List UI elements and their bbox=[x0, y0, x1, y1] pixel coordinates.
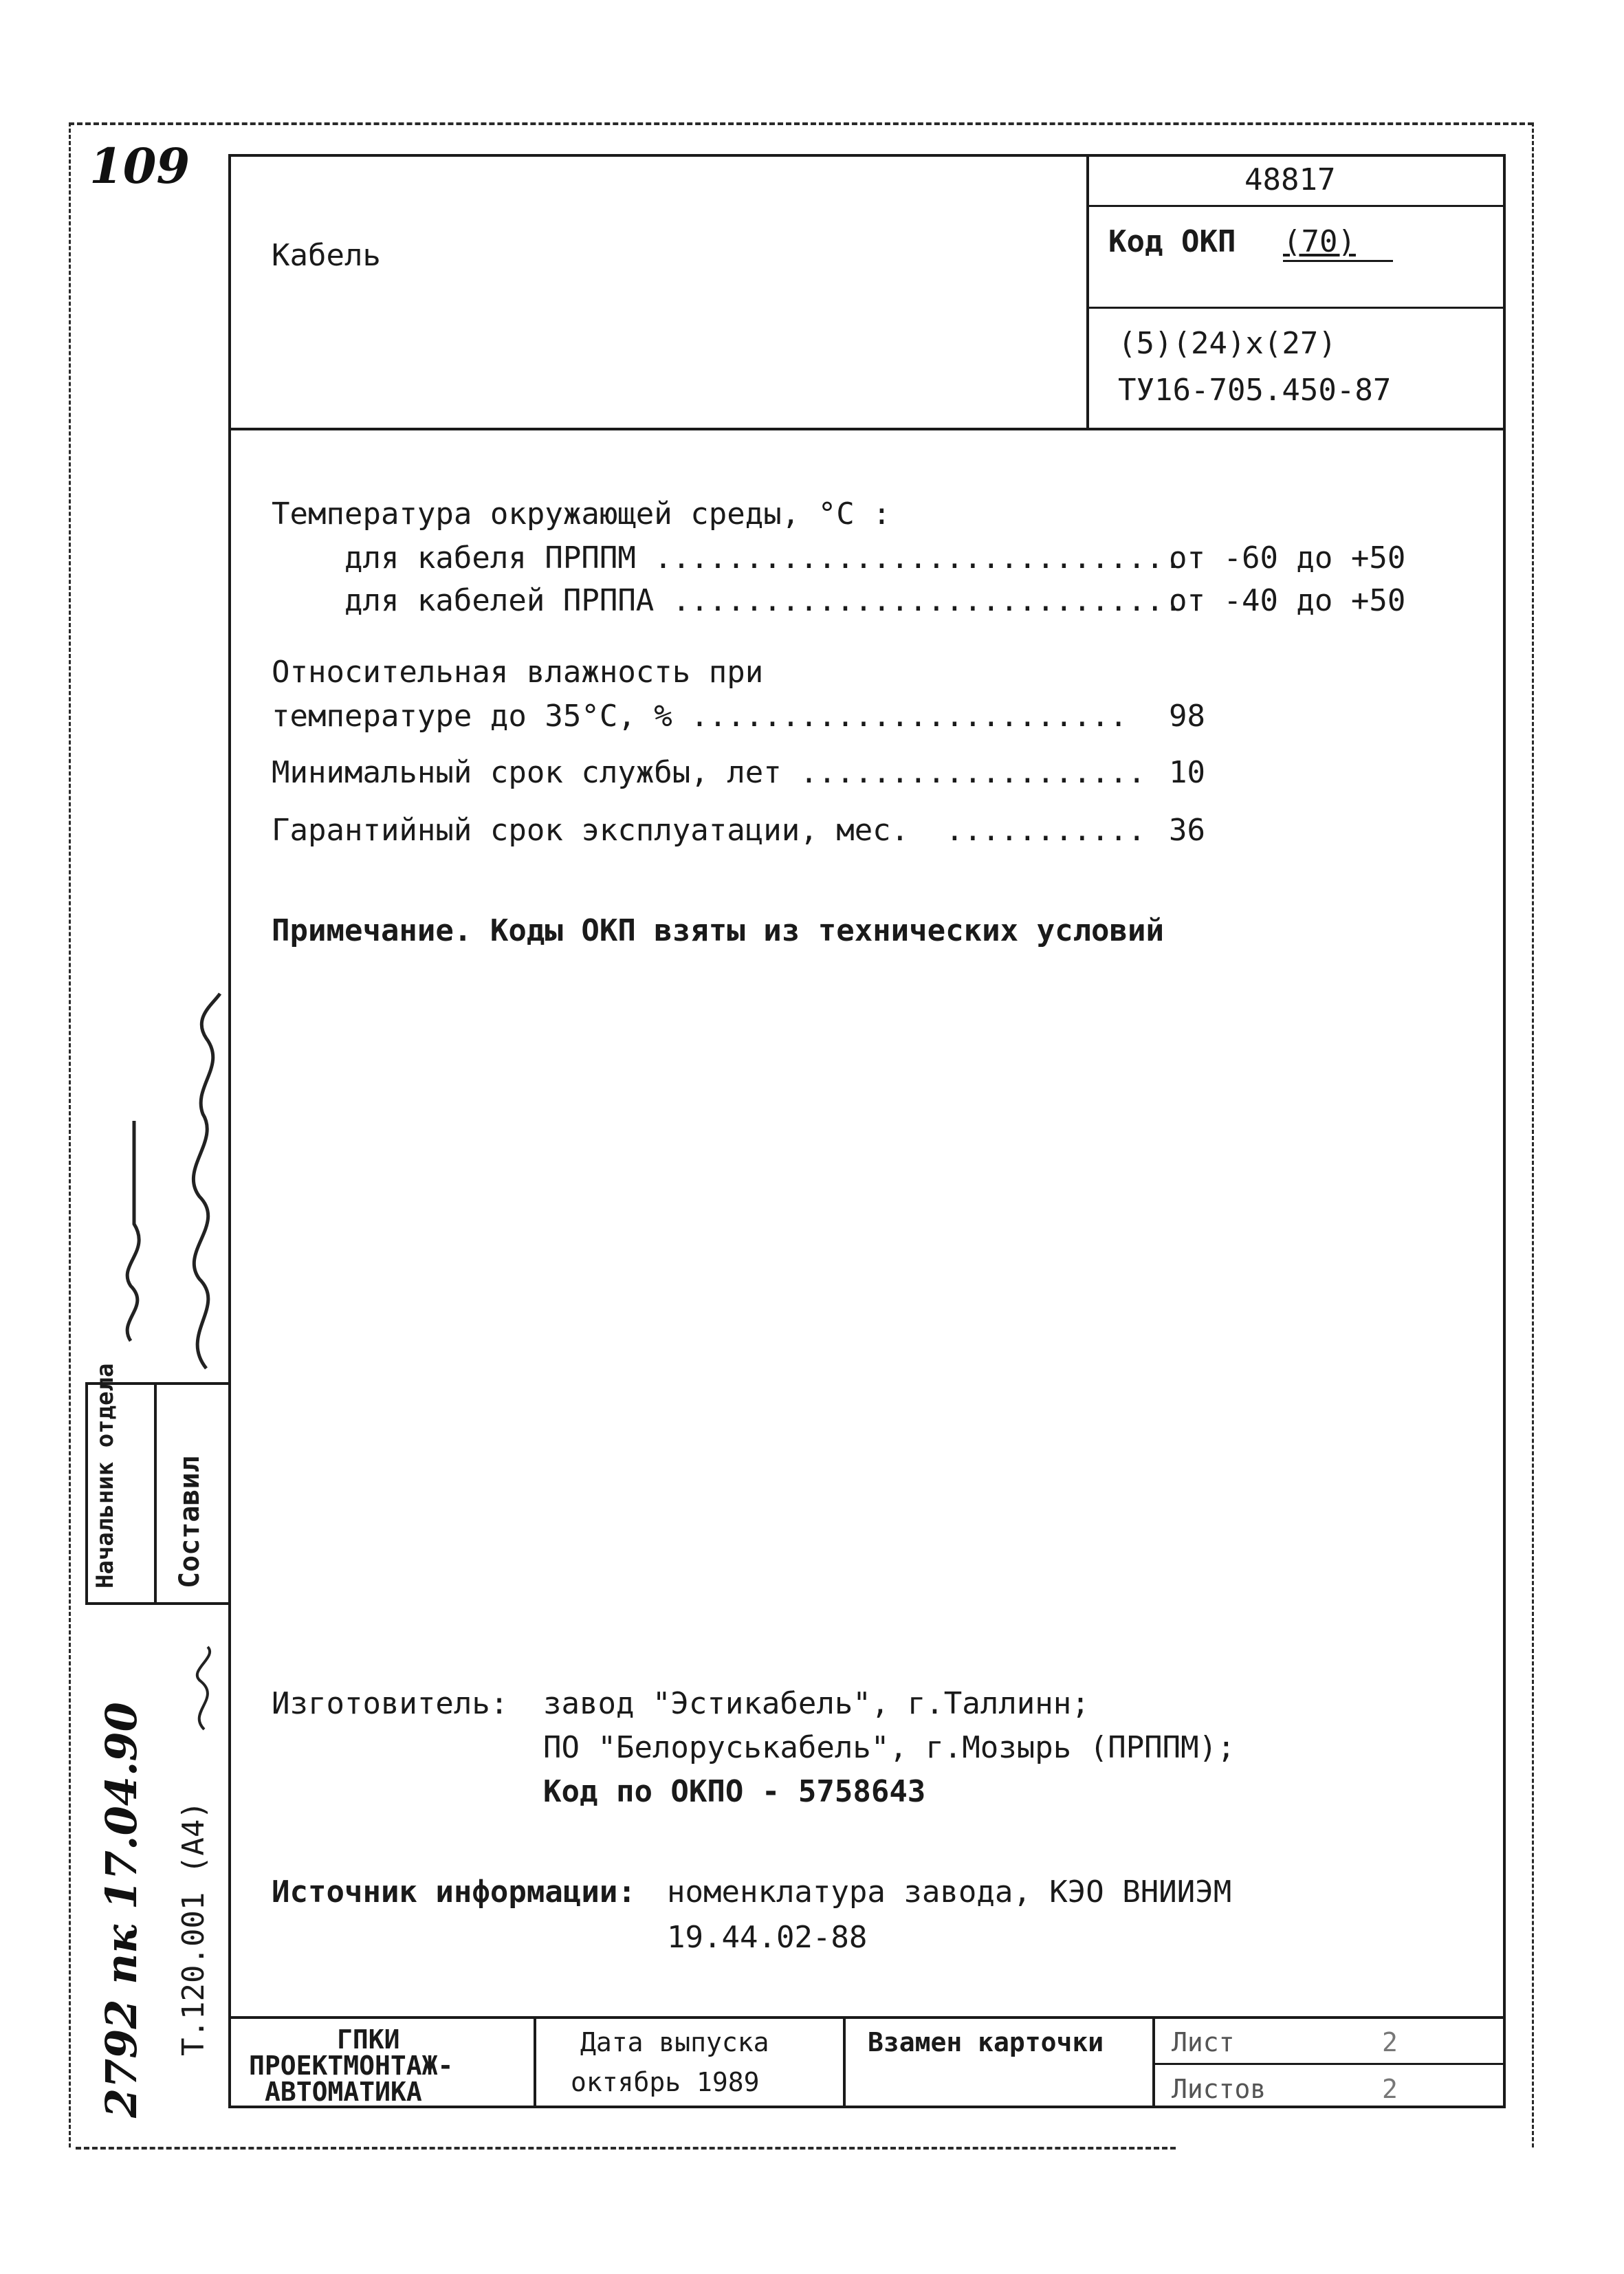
humidity-value: 98 bbox=[1169, 699, 1205, 734]
footer-replace-label: Взамен карточки bbox=[868, 2027, 1104, 2057]
humidity-line-2: температуре до 35°С, % ........................ bbox=[272, 699, 1128, 734]
footer-sheet-value: 2 bbox=[1382, 2027, 1398, 2057]
side-stamp-bottom bbox=[85, 1602, 230, 1605]
signature-head bbox=[103, 1114, 165, 1348]
signature-date bbox=[180, 1643, 228, 1733]
side-stamp-left bbox=[85, 1382, 88, 1602]
footer-sheets-label: Листов bbox=[1172, 2074, 1266, 2104]
note: Примечание. Коды ОКП взяты из технических условий bbox=[272, 913, 1165, 948]
temperature-row-pppm-label: для кабеля ПРППМ ............................. bbox=[272, 540, 1183, 576]
manufacturer-line-3: Код по ОКПО - 5758643 bbox=[543, 1774, 926, 1809]
header-divider bbox=[228, 428, 1506, 430]
footer-col-1 bbox=[534, 2016, 536, 2107]
temperature-row-pppa-label: для кабелей ПРППА ............................ bbox=[272, 583, 1183, 618]
warranty: Гарантийный срок эксплуатации, мес. ........... bbox=[272, 813, 1146, 848]
footer-sheets-value: 2 bbox=[1382, 2074, 1398, 2104]
footer-top bbox=[228, 2016, 1506, 2019]
manufacturer-label: Изготовитель: bbox=[272, 1686, 509, 1721]
okp-label: Код ОКП bbox=[1108, 224, 1236, 259]
frame-top bbox=[228, 154, 1506, 157]
footer-sheet-rule bbox=[1152, 2063, 1506, 2065]
footer-org-line-1: ГПКИ bbox=[337, 2024, 400, 2055]
code-top: 48817 bbox=[1244, 162, 1336, 197]
temperature-heading: Температура окружающей среды, °С : bbox=[272, 496, 891, 532]
signature-compiler-stroke bbox=[193, 994, 220, 1368]
product-name: Кабель bbox=[272, 238, 381, 273]
footer-date-value: октябрь 1989 bbox=[571, 2067, 760, 2097]
okp-value: (70) bbox=[1283, 224, 1356, 259]
service-life: Минимальный срок службы, лет ................... bbox=[272, 755, 1146, 790]
top-border bbox=[69, 122, 1533, 125]
manufacturer-line-2: ПО "Белоруськабель", г.Мозырь (ПРППМ); bbox=[543, 1730, 1236, 1765]
header-right-box bbox=[1086, 154, 1089, 429]
source-line-2: 19.44.02-88 bbox=[667, 1920, 868, 1955]
footer-org-line-3: АВТОМАТИКА bbox=[265, 2077, 422, 2107]
footer-col-3 bbox=[1152, 2016, 1155, 2107]
footer-org-line-2: ПРОЕКТМОНТАЖ- bbox=[249, 2051, 454, 2081]
frame-right bbox=[1503, 154, 1506, 2108]
side-compiled-label: Составил bbox=[174, 1456, 206, 1588]
header-rule-2 bbox=[1086, 307, 1506, 309]
side-head-label: Начальник отдела bbox=[91, 1363, 119, 1588]
bottom-border bbox=[76, 2147, 1176, 2150]
right-border bbox=[1532, 122, 1534, 2147]
side-handwritten-code: 2792 пк 17.04.90 bbox=[96, 1702, 146, 2118]
standard-line-1: (5)(24)x(27) bbox=[1118, 326, 1337, 361]
service-life-value: 10 bbox=[1169, 755, 1205, 790]
okp-underline bbox=[1283, 260, 1393, 262]
warranty-value: 36 bbox=[1169, 813, 1205, 848]
signature-head-stroke bbox=[127, 1121, 139, 1341]
side-stamp-col bbox=[154, 1382, 157, 1602]
humidity-line-1: Относительная влажность при bbox=[272, 655, 764, 690]
header-rule-1 bbox=[1086, 205, 1506, 207]
manufacturer-line-1: завод "Эстикабель", г.Таллинн; bbox=[543, 1686, 1090, 1721]
signature-compiler bbox=[165, 990, 241, 1375]
footer-date-label: Дата выпуска bbox=[580, 2027, 769, 2057]
side-doc-code: Т.120.001 (А4) bbox=[176, 1801, 211, 2056]
standard-line-2: ТУ16-705.450-87 bbox=[1118, 373, 1392, 408]
source-line-1: номенклатура завода, КЭО ВНИИЭМ bbox=[667, 1874, 1232, 1910]
footer-col-2 bbox=[843, 2016, 846, 2107]
footer-sheet-label: Лист bbox=[1172, 2027, 1235, 2057]
temperature-row-pppm-value: от -60 до +50 bbox=[1169, 540, 1406, 576]
left-border bbox=[69, 122, 71, 2147]
page-number: 109 bbox=[89, 138, 190, 195]
signature-date-stroke bbox=[197, 1647, 210, 1729]
temperature-row-pppa-value: от -40 до +50 bbox=[1169, 583, 1406, 618]
source-label: Источник информации: bbox=[272, 1874, 636, 1910]
